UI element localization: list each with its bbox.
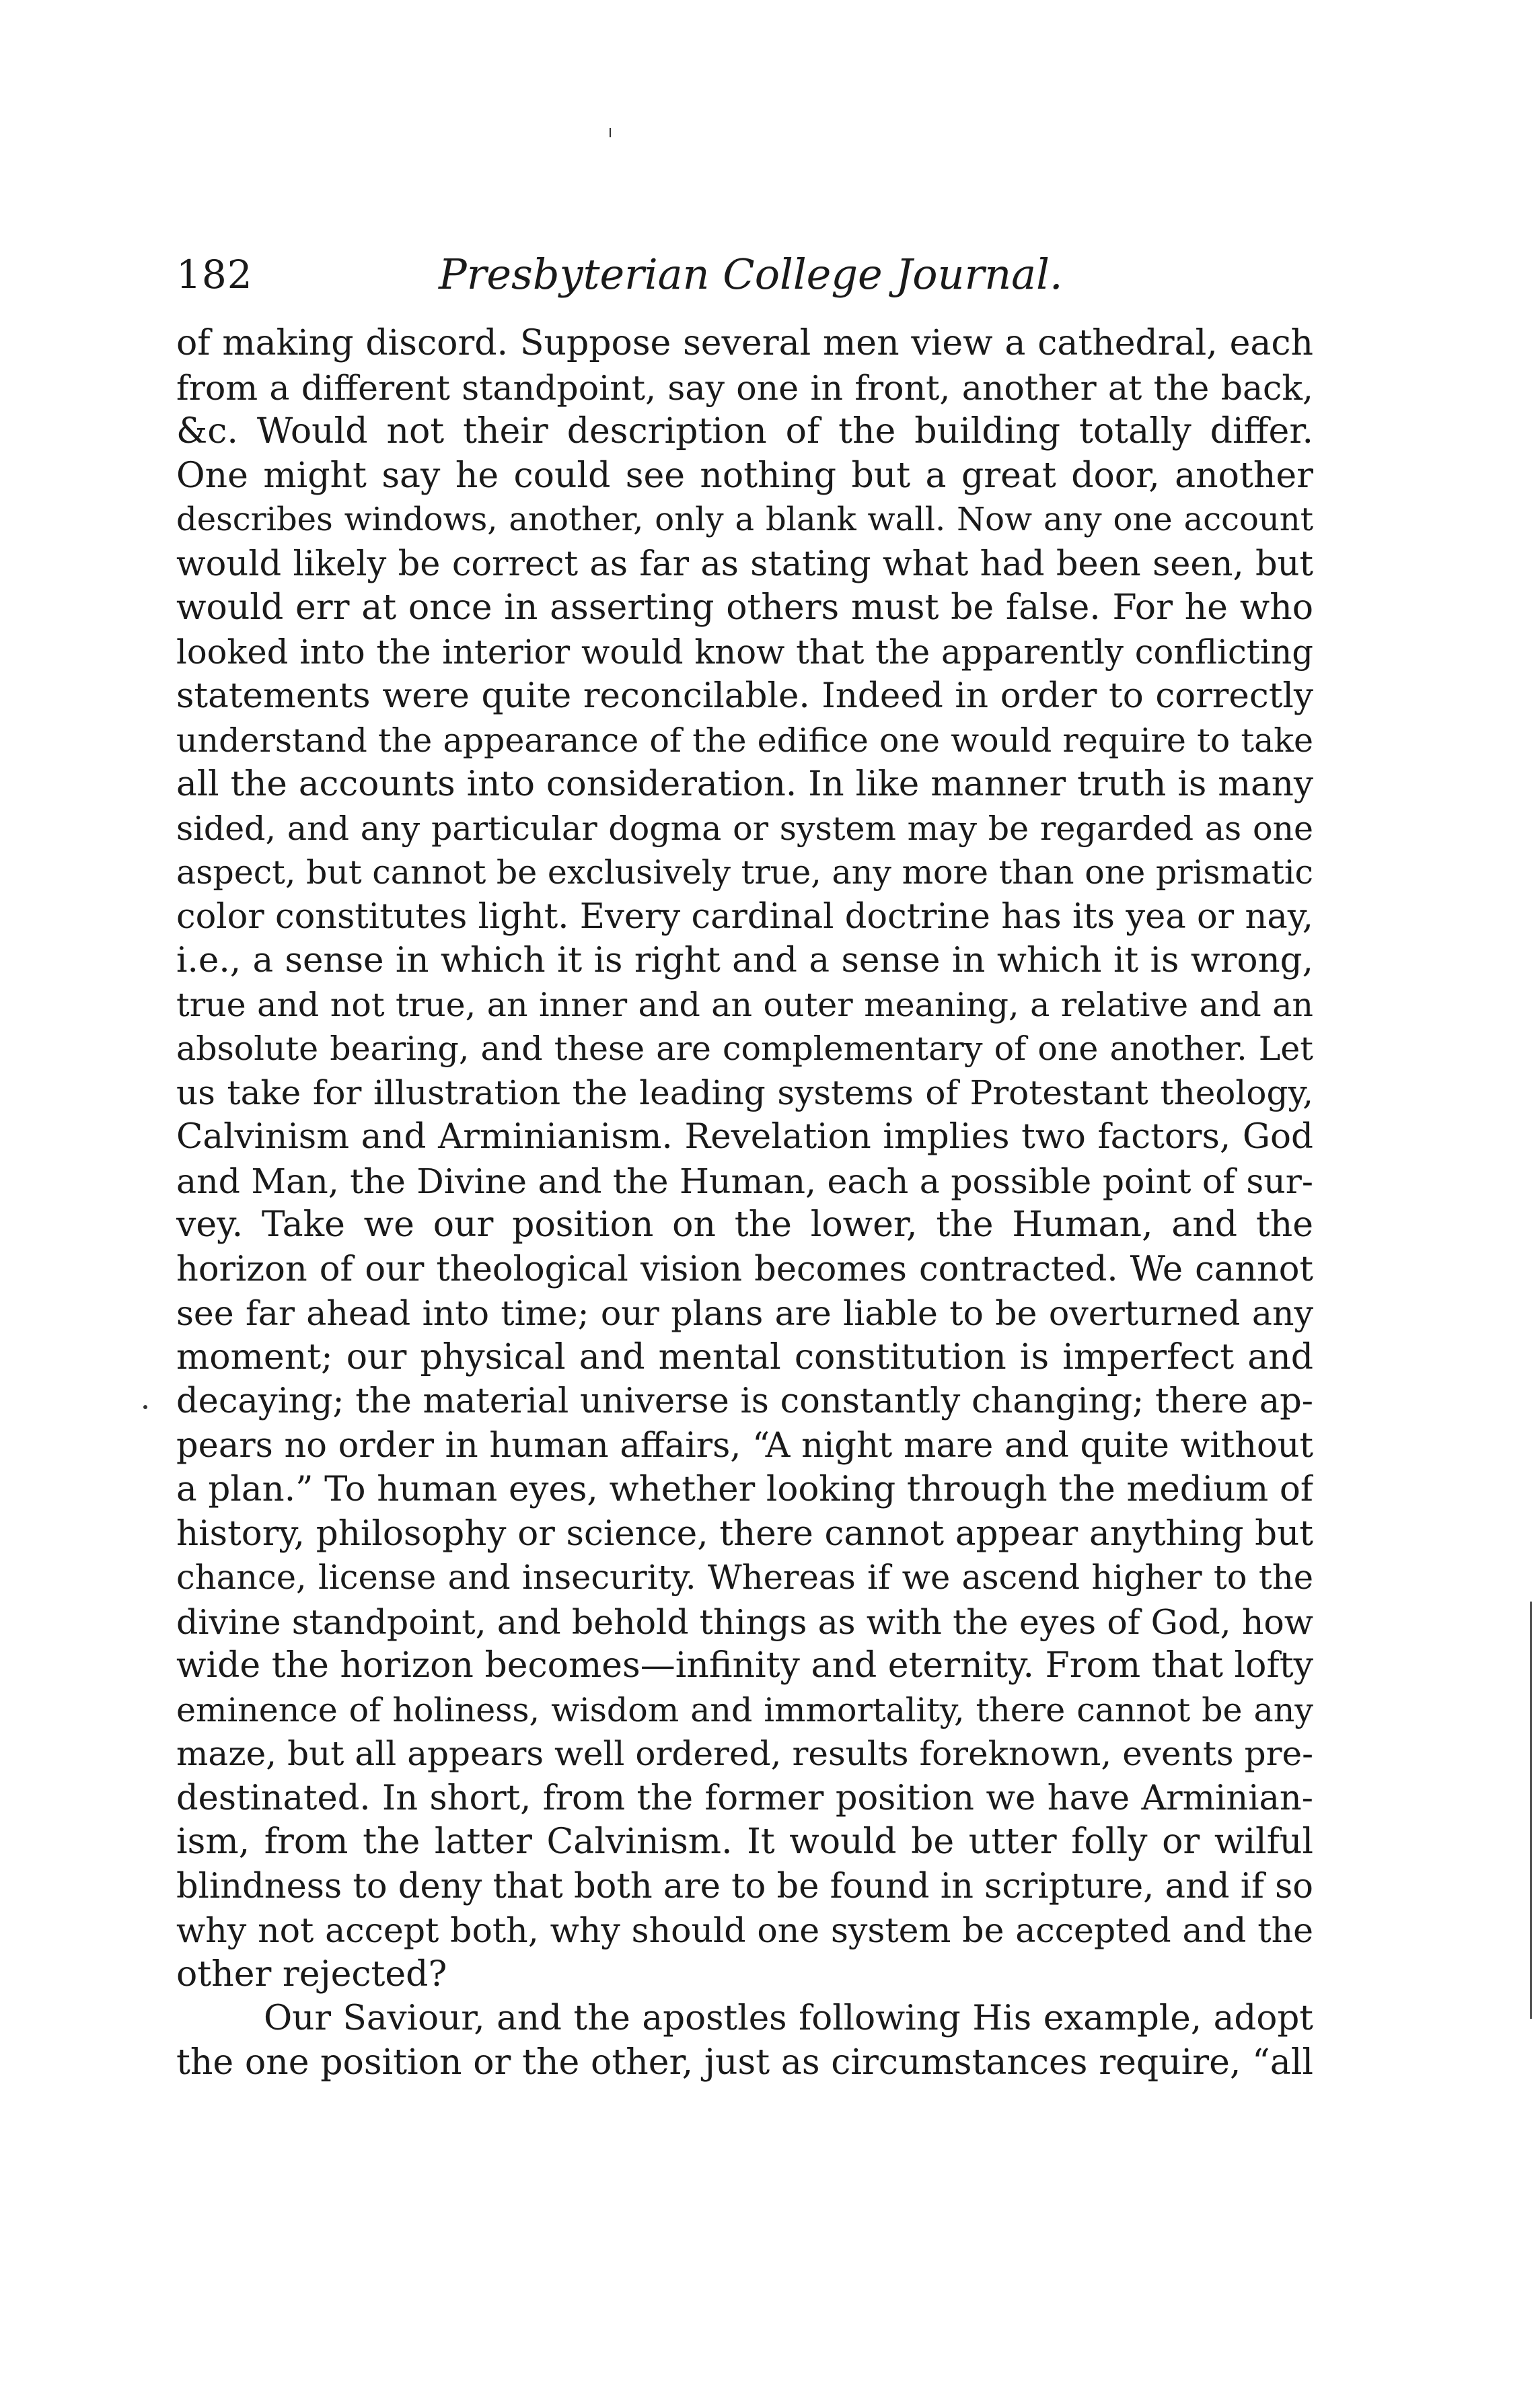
- margin-tick-mark: [610, 128, 611, 137]
- text-line: i.e., a sense in which it is right and a sense in which it is wrong,: [176, 940, 1313, 980]
- margin-dot-mark: [143, 1405, 147, 1409]
- text-line: a plan.” To human eyes, whether looking through the medium of: [176, 1469, 1313, 1509]
- text-line: and Man, the Divine and the Human, each a possible point of sur-: [176, 1161, 1313, 1201]
- text-line: decaying; the material universe is constantly changing; there ap-: [176, 1382, 1313, 1421]
- text-line: ism, from the latter Calvinism. It would be utter folly or wilful: [176, 1822, 1313, 1862]
- text-line: absolute bearing, and these are complementary of one another. Let: [176, 1030, 1313, 1068]
- text-line: would err at once in asserting others must be false. For he who: [176, 587, 1313, 628]
- text-line: see far ahead into time; our plans are liable to be overturned any: [176, 1293, 1313, 1333]
- text-line: us take for illustration the leading systems of Protestant theology,: [176, 1073, 1313, 1112]
- text-line: of making discord. Suppose several men view a cathedral, each: [176, 323, 1313, 363]
- text-line: sided, and any particular dogma or system may be regarded as one: [176, 809, 1313, 848]
- text-line: history, philosophy or science, there cannot appear anything but: [176, 1513, 1313, 1554]
- text-line: Calvinism and Arminianism. Revelation implies two factors, God: [176, 1116, 1313, 1157]
- text-line: &c. Would not their description of the building totally differ.: [176, 411, 1313, 452]
- text-line: from a different standpoint, say one in front, another at the back,: [176, 367, 1313, 408]
- text-line: chance, license and insecurity. Whereas if we ascend higher to the: [176, 1558, 1313, 1597]
- text-line: all the accounts into consideration. In like manner truth is many: [176, 764, 1313, 804]
- text-line: blindness to deny that both are to be found in scripture, and if so: [176, 1866, 1313, 1906]
- text-line: maze, but all appears well ordered, results foreknown, events pre-: [176, 1734, 1313, 1773]
- text-line-paragraph-start: Our Saviour, and the apostles following His example, adopt: [264, 1998, 1313, 2038]
- text-line: why not accept both, why should one system be accepted and the: [176, 1910, 1313, 1950]
- text-line: One might say he could see nothing but a great door, another: [176, 455, 1313, 496]
- text-line: would likely be correct as far as stating what had been seen, but: [176, 544, 1313, 584]
- text-line: pears no order in human affairs, “A night mare and quite without: [176, 1425, 1313, 1466]
- text-line: eminence of holiness, wisdom and immortality, there cannot be any: [176, 1690, 1313, 1729]
- margin-rule-mark: [1530, 1602, 1532, 2019]
- text-line: wide the horizon becomes—infinity and eternity. From that lofty: [176, 1645, 1313, 1686]
- text-line: the one position or the other, just as circumstances require, “all: [176, 2042, 1313, 2083]
- body-text: [176, 322, 1313, 2085]
- text-line: divine standpoint, and behold things as with the eyes of God, how: [176, 1602, 1313, 1642]
- text-line: color constitutes light. Every cardinal doctrine has its yea or nay,: [176, 896, 1313, 937]
- text-line: describes windows, another, only a blank wall. Now any one account: [176, 501, 1313, 538]
- text-line: true and not true, an inner and an outer meaning, a relative and an: [176, 985, 1313, 1024]
- text-line: aspect, but cannot be exclusively true, any more than one prismatic: [176, 853, 1313, 892]
- text-line-paragraph-end: other rejected?: [176, 1954, 447, 1995]
- text-line: vey. Take we our position on the lower, the Human, and the: [176, 1205, 1313, 1245]
- text-line: statements were quite reconcilable. Indeed in order to correctly: [176, 676, 1313, 716]
- text-line: destinated. In short, from the former position we have Arminian-: [176, 1778, 1313, 1818]
- text-line: moment; our physical and mental constitution is imperfect and: [176, 1336, 1313, 1377]
- text-line: looked into the interior would know that the apparently conflicting: [176, 632, 1313, 672]
- text-line: horizon of our theological vision becomes contracted. We cannot: [176, 1249, 1313, 1289]
- journal-title: Presbyterian College Journal.: [439, 250, 1063, 299]
- running-head: [176, 248, 1313, 301]
- text-line: understand the appearance of the edifice one would require to take: [176, 721, 1313, 760]
- page-number: 182: [176, 252, 253, 297]
